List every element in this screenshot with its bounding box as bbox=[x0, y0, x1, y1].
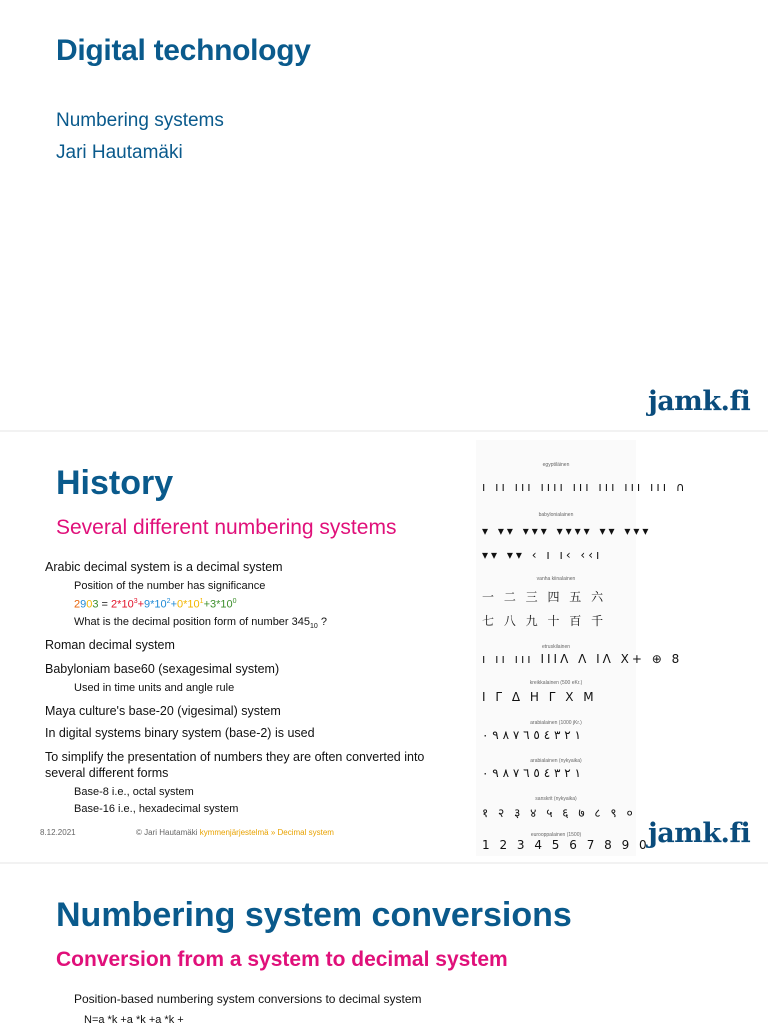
slide3-title: Numbering system conversions bbox=[56, 896, 572, 934]
egyptian-numerals: ı ıı ııı ıııı ııı ııı ııı ııı ∩ bbox=[482, 480, 688, 494]
slide2-subtitle: Several different numbering systems bbox=[56, 516, 397, 539]
etruscan-numerals: ı ıı ııı ΙΙΙΛ Λ ΙΛ Χ+ ⊕ 8 bbox=[482, 652, 683, 666]
plus-2: + bbox=[170, 598, 178, 611]
digit-3: 3 bbox=[92, 598, 99, 611]
question-345 bbox=[74, 616, 327, 630]
label-egyptian: egyptiläinen bbox=[542, 462, 570, 468]
bullet-maya: Maya culture's base-20 (vigesimal) system bbox=[45, 704, 281, 718]
question-end: ? bbox=[317, 616, 327, 628]
exp-1: 3 bbox=[133, 598, 138, 605]
slide3-subtitle: Conversion from a system to decimal system bbox=[56, 948, 508, 971]
greek-numerals: Ι Γ Δ Η Γ Χ Μ bbox=[482, 690, 597, 704]
question-text: What is the decimal position form of number 345 bbox=[74, 616, 311, 628]
babylonian-numerals-2: ▾▾ ▾▾ ‹ ı ı‹ ‹‹ı bbox=[482, 548, 603, 562]
bullet-binary: In digital systems binary system (base-2) is used bbox=[45, 726, 315, 740]
slide-history bbox=[0, 432, 768, 862]
bullet-simplify-1: To simplify the presentation of numbers they are often converted into bbox=[45, 750, 425, 764]
european-numerals: 1 2 3 4 5 6 7 8 9 0 bbox=[482, 838, 650, 852]
bullet-arabic: Arabic decimal system is a decimal system bbox=[45, 560, 283, 574]
term-3: 0*10 bbox=[177, 598, 200, 611]
slide1-author: Jari Hautamäki bbox=[56, 142, 183, 163]
exp-3: 1 bbox=[199, 598, 204, 605]
label-babylonian: babylonialainen bbox=[538, 512, 574, 518]
term-1: 2*10 bbox=[111, 598, 134, 611]
formula: N=a *k +a *k +a *k + bbox=[84, 1014, 184, 1024]
bullet-babylonian: Babyloniam base60 (sexagesimal system) bbox=[45, 662, 280, 676]
exp-2: 2 bbox=[166, 598, 171, 605]
footer-copyright-text: © Jari Hautamäki bbox=[136, 828, 198, 837]
label-sanskrit: sanskrit (nykyaika) bbox=[535, 796, 577, 802]
slide1-subtitle: Numbering systems bbox=[56, 110, 224, 131]
arabic-modern-numerals: ١ ٢ ٣ ٤ ٥ ٦ ٧ ٨ ٩ ٠ bbox=[482, 766, 581, 780]
bullet-position-conversion: Position-based numbering system conversions to decimal system bbox=[74, 992, 422, 1006]
footer-date: 8.12.2021 bbox=[40, 828, 76, 837]
bullet-octal: Base-8 i.e., octal system bbox=[74, 786, 194, 798]
footer-copyright bbox=[136, 828, 334, 837]
plus-1: + bbox=[137, 598, 145, 611]
bullet-simplify-2: several different forms bbox=[45, 766, 169, 780]
equals: = bbox=[98, 598, 112, 611]
jamk-logo: jamk.fi bbox=[648, 386, 751, 417]
label-etruscan: etruskilainen bbox=[541, 644, 571, 650]
sanskrit-numerals: १ २ ३ ४ ५ ६ ७ ८ ९ ० bbox=[482, 806, 636, 820]
term-4: 3*10 bbox=[210, 598, 233, 611]
label-greek: kreikkalainen (500 eKr.) bbox=[529, 680, 583, 686]
babylonian-numerals-1: ▾ ▾▾ ▾▾▾ ▾▾▾▾ ▾▾ ▾▾▾ bbox=[482, 524, 652, 538]
slide1-title: Digital technology bbox=[56, 34, 311, 67]
numeral-systems-image bbox=[476, 440, 688, 856]
label-arabic-modern: arabialainen (nykyaika) bbox=[530, 758, 582, 764]
footer-link[interactable]: kymmenjärjestelmä » Decimal system bbox=[199, 828, 334, 837]
label-european: eurooppalainen (1500) bbox=[530, 832, 582, 838]
bullet-roman: Roman decimal system bbox=[45, 638, 175, 652]
example-2903 bbox=[74, 598, 237, 611]
exp-4: 0 bbox=[232, 598, 237, 605]
label-arabic-1000: arabialainen (1000 jKr.) bbox=[530, 720, 582, 726]
digit-9: 9 bbox=[80, 598, 87, 611]
label-chinese: vanha kiinalainen bbox=[536, 576, 576, 582]
plus-3: + bbox=[203, 598, 210, 611]
chinese-numerals-1: 一 二 三 四 五 六 bbox=[482, 590, 607, 604]
slide2-title: History bbox=[56, 464, 174, 502]
term-2: 9*10 bbox=[144, 598, 167, 611]
bullet-hex: Base-16 i.e., hexadecimal system bbox=[74, 803, 239, 815]
arabic-1000-numerals: ١ ٢ ٣ ٤ ٥ ٦ ٧ ٨ ٩ ٠ bbox=[482, 728, 581, 742]
bullet-time-units: Used in time units and angle rule bbox=[74, 682, 235, 694]
jamk-logo: jamk.fi bbox=[648, 818, 751, 849]
question-base: 10 bbox=[310, 623, 318, 631]
slide-title bbox=[0, 0, 768, 430]
bullet-position: Position of the number has significance bbox=[74, 580, 266, 592]
digit-2: 2 bbox=[74, 598, 81, 611]
chinese-numerals-2: 七 八 九 十 百 千 bbox=[482, 614, 607, 628]
digit-0: 0 bbox=[86, 598, 93, 611]
slide-conversions bbox=[0, 864, 768, 1024]
